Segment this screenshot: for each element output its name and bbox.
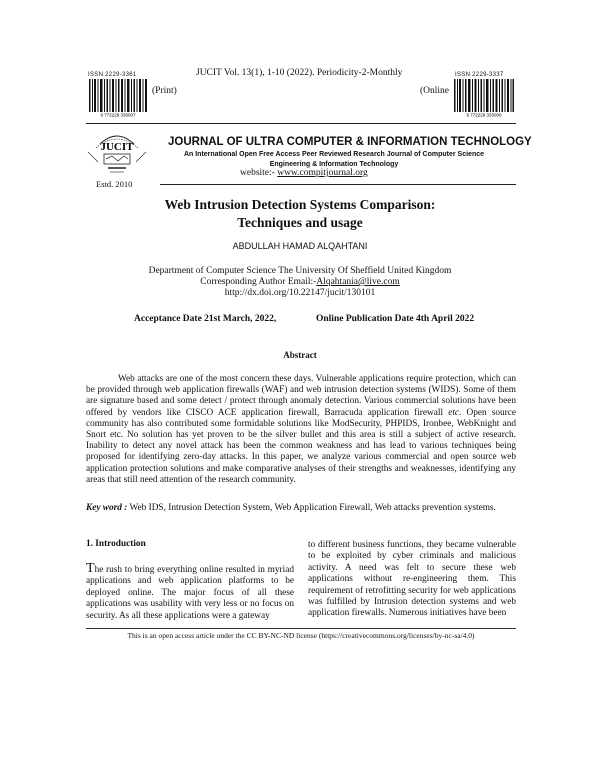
logo-text: JUCIT (100, 141, 134, 153)
paper-title-line1: Web Intrusion Detection Systems Comparison: (164, 197, 436, 212)
website-link[interactable]: www.compitjournal.org (277, 168, 368, 178)
affiliation: Department of Computer Science The University Of Sheffield United Kingdom (148, 266, 452, 276)
issn-print-code: ISSN 2229-3361 (88, 72, 137, 78)
author-email-link[interactable]: Alqahtania@live.com (316, 277, 400, 287)
online-barcode (453, 79, 515, 117)
issn-online-code: ISSN 2229-3337 (455, 72, 504, 78)
license-footer: This is an open access article under the CC BY-NC-ND license (https://creativecommons.org/licenses/by-nc-sa/4.0) (127, 631, 475, 640)
intro-column-2: to different business functions, they became vulnerable to be exploited by cyber criminals and malicious activity. A need was felt to secure these web applications without re-engineering them. This requirement of retrofitting security for web applications was fulfilled by Intrusion detection systems and web application firewalls. Numerous initiatives have been (308, 540, 516, 619)
logo-estd: Estd. 2010 (96, 179, 133, 189)
keywords (86, 503, 516, 514)
journal-subtitle: An International Open Free Access Peer Reviewed Research Journal of Computer Science Engineering & Information Technology (183, 151, 485, 168)
journal-website (240, 168, 368, 178)
acceptance-date: Acceptance Date 21st March, 2022, (134, 314, 277, 324)
paper-title (100, 196, 500, 232)
journal-title: JOURNAL OF ULTRA COMPUTER & INFORMATION TECHNOLOGY (168, 136, 532, 148)
abstract-heading: Abstract (283, 350, 317, 360)
doi-link[interactable]: http://dx.doi.org/10.22147/jucit/130101 (224, 288, 376, 298)
journal-citation: JUCIT Vol. 13(1), 1-10 (2022). Periodicity-2-Monthly (196, 68, 403, 78)
print-label: (Print) (152, 86, 177, 96)
keywords-label: Key word : (86, 503, 128, 513)
paper-author: ABDULLAH HAMAD ALQAHTANI (232, 241, 368, 251)
corresponding-author (80, 277, 520, 288)
affiliation-block (80, 266, 520, 299)
website-label: website:- (240, 168, 275, 178)
header-rule (86, 123, 516, 124)
abstract-text: Web attacks are one of the most concern these days. Vulnerable applications require protection, which can be provided through web application firewalls (WAF) and web intrusion detection systems (WIDS). Some of them are signature based and some detect / protect through anomaly detection. Various commercial solutions have been offered by vendors like CISCO ACE application firewall, Barracuda application firewall etc. Open source community has also contributed some formidable solutions like ModSecurity, PHPIDS, Ironbee, WebKnight and Snort etc. No solution has yet proven to be the silver bullet and this area is still a subject of active research. Inability to detect any novel attack has been the common weakness and has lead to various techniques being proposed for identifying zero-day attacks. In this paper, we analyze various commercial and open source web application protection solutions and make comparative analyses of their strengths and weaknesses, identifying any areas that still need attention of the research community. (86, 374, 517, 485)
online-barcode-digits: 9 772229 333000 (466, 112, 502, 117)
introduction-heading: 1. Introduction (86, 539, 146, 549)
intro-dropcap: T (86, 561, 95, 576)
online-publication-date: Online Publication Date 4th April 2022 (316, 314, 475, 324)
keywords-text: Web IDS, Intrusion Detection System, Web Application Firewall, Web attacks prevention systems. (129, 503, 496, 513)
title-rule (160, 184, 516, 185)
online-label: (Online (420, 86, 450, 96)
journal-logo (82, 128, 152, 178)
paper-title-line2: Techniques and usage (237, 215, 363, 230)
intro-column-1: The rush to bring everything online resulted in myriad applications and web application platforms to be deployed online. The major focus of all these applications was usability with very less or no focus on security. As all these applications were a gateway (86, 561, 294, 621)
corresponding-label: Corresponding Author Email:- (200, 277, 317, 287)
print-barcode (88, 79, 148, 117)
print-barcode-digits: 9 772229 336007 (100, 112, 136, 117)
footer-rule (86, 628, 516, 629)
